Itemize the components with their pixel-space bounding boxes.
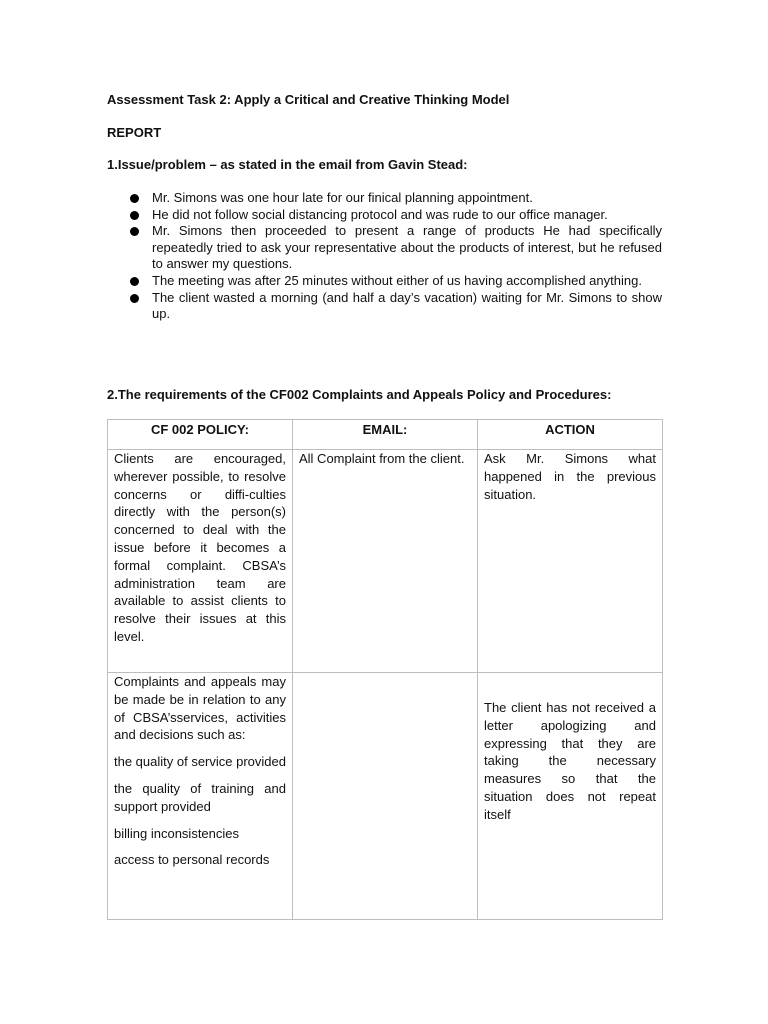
policy-item: the quality of service provided xyxy=(114,754,286,770)
bullet-icon xyxy=(130,227,139,236)
issue-text: Mr. Simons was one hour late for our finical planning appointment. xyxy=(152,190,533,205)
table-row xyxy=(108,450,663,673)
issue-text: Mr. Simons then proceeded to present a range of products He had specifically repeatedly tried to ask your representative about the products of interest, but he refused to answer my questions. xyxy=(152,223,662,272)
policy-item: the quality of training and support provided xyxy=(114,780,286,814)
issue-list xyxy=(128,190,662,323)
bullet-icon xyxy=(130,194,139,203)
issue-item xyxy=(128,190,662,207)
issue-item xyxy=(128,273,662,290)
policy-cell: Clients are encouraged, wherever possible, to resolve concerns or diffi-culties directly with the person(s) concerned to deal with the issue before it becomes a formal complaint. CBSA’s administration team are available to assist clients to resolve their issues at this level. xyxy=(108,450,293,673)
issue-heading: 1.Issue/problem – as stated in the email from Gavin Stead: xyxy=(107,157,468,172)
column-header-email: EMAIL: xyxy=(293,420,478,450)
policy-table xyxy=(107,419,663,920)
action-text: The client has not received a letter apologizing and expressing that they are taking the necessary measures so that the situation does not repeat itself xyxy=(484,700,656,822)
action-cell xyxy=(478,673,663,920)
policy-item: access to personal records xyxy=(114,852,270,868)
issue-item xyxy=(128,290,662,323)
bullet-icon xyxy=(130,211,139,220)
email-cell xyxy=(293,673,478,920)
issue-text: The client wasted a morning (and half a day’s vacation) waiting for Mr. Simons to show up. xyxy=(152,289,662,322)
requirements-heading: 2.The requirements of the CF002 Complaints and Appeals Policy and Procedures: xyxy=(107,387,612,402)
issue-item xyxy=(128,207,662,224)
action-cell: Ask Mr. Simons what happened in the previous situation. xyxy=(478,450,663,673)
issue-text: The meeting was after 25 minutes without either of us having accomplished anything. xyxy=(152,272,642,288)
policy-intro: Complaints and appeals may be made be in relation to any of CBSA’sservices, activities and decisions such as: xyxy=(114,674,286,743)
table-header-row xyxy=(108,420,663,450)
issue-item xyxy=(128,223,662,273)
table-row xyxy=(108,673,663,920)
document-title: Assessment Task 2: Apply a Critical and Creative Thinking Model xyxy=(107,92,510,107)
bullet-icon xyxy=(130,277,139,286)
column-header-policy: CF 002 POLICY: xyxy=(108,420,293,450)
email-cell: All Complaint from the client. xyxy=(293,450,478,673)
column-header-action: ACTION xyxy=(478,420,663,450)
policy-item: billing inconsistencies xyxy=(114,825,240,841)
issue-text: He did not follow social distancing protocol and was rude to our office manager. xyxy=(152,206,608,222)
bullet-icon xyxy=(130,294,139,303)
policy-cell xyxy=(108,673,293,920)
report-label: REPORT xyxy=(107,125,162,140)
